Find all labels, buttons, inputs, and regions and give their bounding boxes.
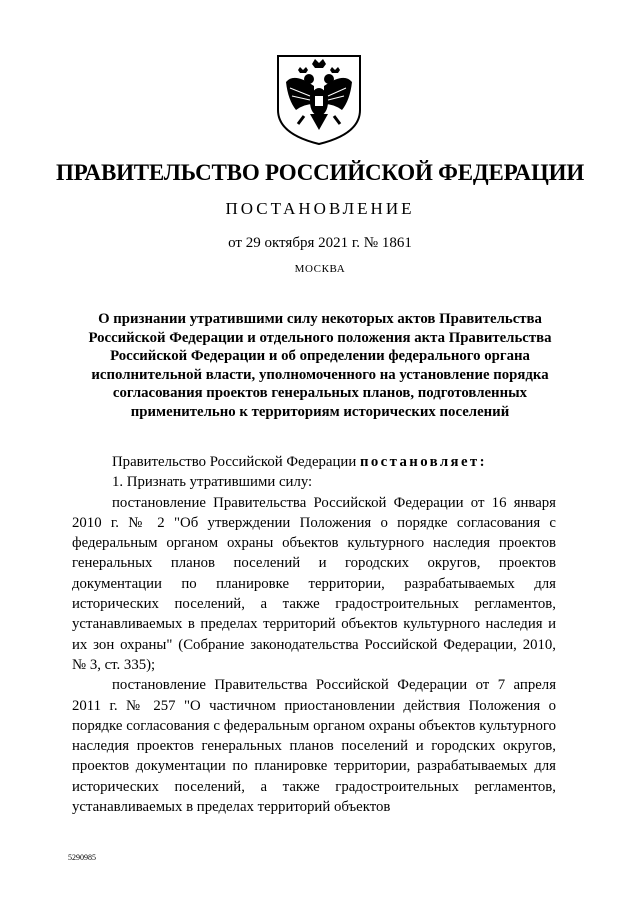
document-code: 5290985 (68, 853, 96, 862)
intro-text: Правительство Российской Федерации (112, 454, 357, 470)
paragraph-decree-2: постановление Правительства Российской Федерации от 16 января 2010 г. № 2 "Об утверждении Положения о порядке согласования с федеральным органом охраны объектов культурного наследия проектов генеральных планов поселений и городских округов, проектов документации по планировке территории, разрабатываемых для исторических поселений, а также градостроительных регламентов, устанавливаемых в пределах территорий объектов культурного наследия и их зон охраны" (Собрание законодательства Российской Федерации, 2010, № 3, ст. 335); (72, 494, 556, 673)
document-body (72, 452, 556, 817)
document-type: ПОСТАНОВЛЕНИЕ (225, 199, 415, 218)
paragraph-decree-257: постановление Правительства Российской Федерации от 7 апреля 2011 г. № 257 "О частичном приостановлении действия Положения о порядке согласования с федеральным органом охраны объектов культурного наследия проектов генеральных планов поселений и городских округов, проектов документации по планировке территории, разрабатываемых для исторических поселений, а также градостроительных регламентов, устанавливаемых в пределах территорий объектов (72, 677, 556, 816)
document-title: О признании утратившими силу некоторых актов Правительства Российской Федерации и отдельного положения акта Правительства Российской Федерации и об определении федерального органа исполнительной власти, уполномоченного на установление порядка согласования проектов генеральных планов, подготовленных применительно к территориям исторических поселений (88, 311, 552, 420)
city: МОСКВА (294, 263, 346, 275)
intro-paragraph (72, 452, 556, 472)
item-1: 1. Признать утратившими силу: (112, 474, 313, 491)
resolves-word: постановляет: (359, 454, 487, 470)
coat-of-arms-icon (274, 52, 364, 147)
government-name: ПРАВИТЕЛЬСТВО РОССИЙСКОЙ ФЕДЕРАЦИИ (55, 160, 585, 185)
date-and-number: от 29 октября 2021 г. № 1861 (228, 235, 412, 251)
